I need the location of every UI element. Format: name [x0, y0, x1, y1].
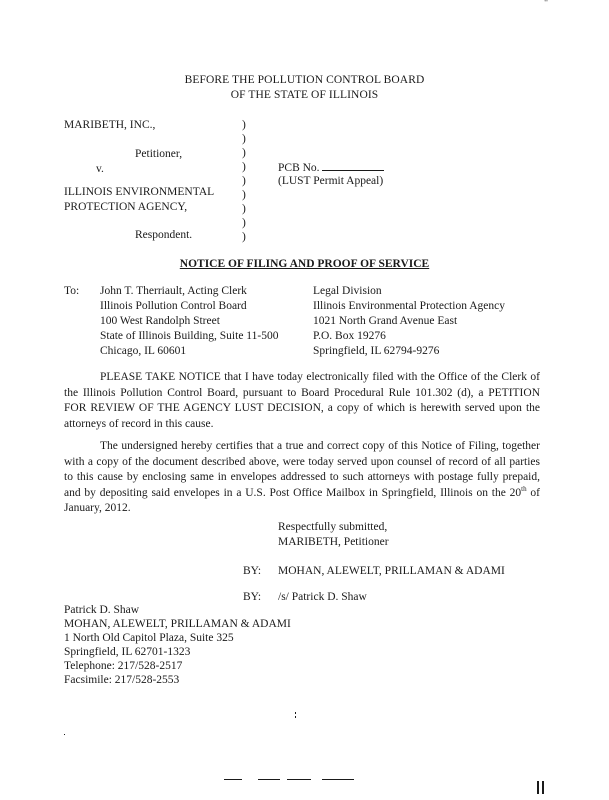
recipient-line: 100 West Randolph Street — [100, 315, 220, 327]
notice-paragraph-text: PLEASE TAKE NOTICE that I have today electronically filed with the Office of the Clerk of the Illinois Pollution Control Board, pursuant to Board Procedural Rule 101.302 (d), a PETITION FOR REVIEW OF THE AGENCY LUST DECISION, a copy of which is herewith served upon the attorneys of record in this cause. — [64, 371, 540, 430]
recipient-line: State of Illinois Building, Suite 11-500 — [100, 330, 279, 342]
petitioner-name: MARIBETH, INC., — [64, 119, 156, 131]
scan-dash — [224, 779, 242, 780]
by-label: BY: — [243, 565, 262, 577]
caption-paren: ) — [242, 133, 246, 145]
case-number-field — [278, 160, 384, 174]
scan-dash — [258, 779, 280, 780]
notice-title: NOTICE OF FILING AND PROOF OF SERVICE — [179, 258, 430, 270]
closing: Respectfully submitted, — [278, 521, 388, 533]
ordinal-suffix: th — [521, 484, 527, 493]
certification-paragraph — [64, 439, 540, 517]
recipient-line: Illinois Pollution Control Board — [100, 300, 247, 312]
page-mark: " — [544, 0, 549, 9]
case-type: (LUST Permit Appeal) — [278, 175, 384, 187]
caption-paren: ) — [242, 203, 246, 215]
recipient-line: Illinois Environmental Protection Agency — [313, 300, 505, 312]
certification-date: of January, 2012. — [64, 486, 540, 514]
recipient-line: Springfield, IL 62794-9276 — [313, 345, 440, 357]
certification-text: The undersigned hereby certifies that a true and correct copy of this Notice of Filing, together with a copy of the document described above, were today served upon counsel of record of all parties to this cause by enclosing same in envelopes addressed to such attorneys with postage fully prepaid, and by depositing said envelopes in a U.S. Post Office Mailbox in Springfield, Illinois on the 20 — [64, 440, 540, 499]
recipient-line: P.O. Box 19276 — [313, 330, 386, 342]
case-number-blank — [322, 160, 384, 171]
scan-speck — [64, 734, 65, 735]
caption-paren: ) — [242, 161, 246, 173]
recipient-line: Chicago, IL 60601 — [100, 345, 187, 357]
notice-paragraph — [64, 370, 540, 432]
attorney-firm: MOHAN, ALEWELT, PRILLAMAN & ADAMI — [64, 618, 291, 630]
attorney-name: Patrick D. Shaw — [64, 604, 140, 616]
attorney-telephone: Telephone: 217/528-2517 — [64, 660, 183, 672]
scan-bar — [542, 781, 544, 794]
caption-paren: ) — [242, 119, 246, 131]
electronic-signature: /s/ Patrick D. Shaw — [278, 591, 367, 603]
respondent-name-line2: PROTECTION AGENCY, — [64, 201, 188, 213]
petitioner-role: Petitioner, — [135, 148, 183, 160]
versus-label: v. — [96, 163, 104, 175]
respondent-name-line1: ILLINOIS ENVIRONMENTAL — [64, 186, 215, 198]
recipient-line: Legal Division — [313, 285, 382, 297]
caption-paren: ) — [242, 147, 246, 159]
scan-dash — [287, 779, 311, 780]
attorney-address-line2: Springfield, IL 62701-1323 — [64, 646, 191, 658]
court-heading-line2: OF THE STATE OF ILLINOIS — [230, 89, 379, 101]
attorney-address-line1: 1 North Old Capitol Plaza, Suite 325 — [64, 632, 234, 644]
respondent-role: Respondent. — [135, 229, 193, 241]
recipient-line: John T. Therriault, Acting Clerk — [100, 285, 247, 297]
caption-paren: ) — [242, 231, 246, 243]
to-label: To: — [64, 285, 80, 297]
caption-paren: ) — [242, 189, 246, 201]
attorney-facsimile: Facsimile: 217/528-2553 — [64, 674, 180, 686]
recipient-line: 1021 North Grand Avenue East — [313, 315, 458, 327]
caption-paren: ) — [242, 217, 246, 229]
firm-name: MOHAN, ALEWELT, PRILLAMAN & ADAMI — [278, 565, 505, 577]
scan-dash — [322, 779, 354, 780]
by-label: BY: — [243, 591, 262, 603]
scan-speck — [295, 716, 296, 718]
case-number-label: PCB No. — [278, 162, 320, 174]
party-name: MARIBETH, Petitioner — [278, 536, 389, 548]
scan-bar — [537, 781, 539, 794]
scan-speck — [295, 712, 296, 714]
court-heading-line1: BEFORE THE POLLUTION CONTROL BOARD — [184, 74, 425, 86]
caption-paren: ) — [242, 175, 246, 187]
